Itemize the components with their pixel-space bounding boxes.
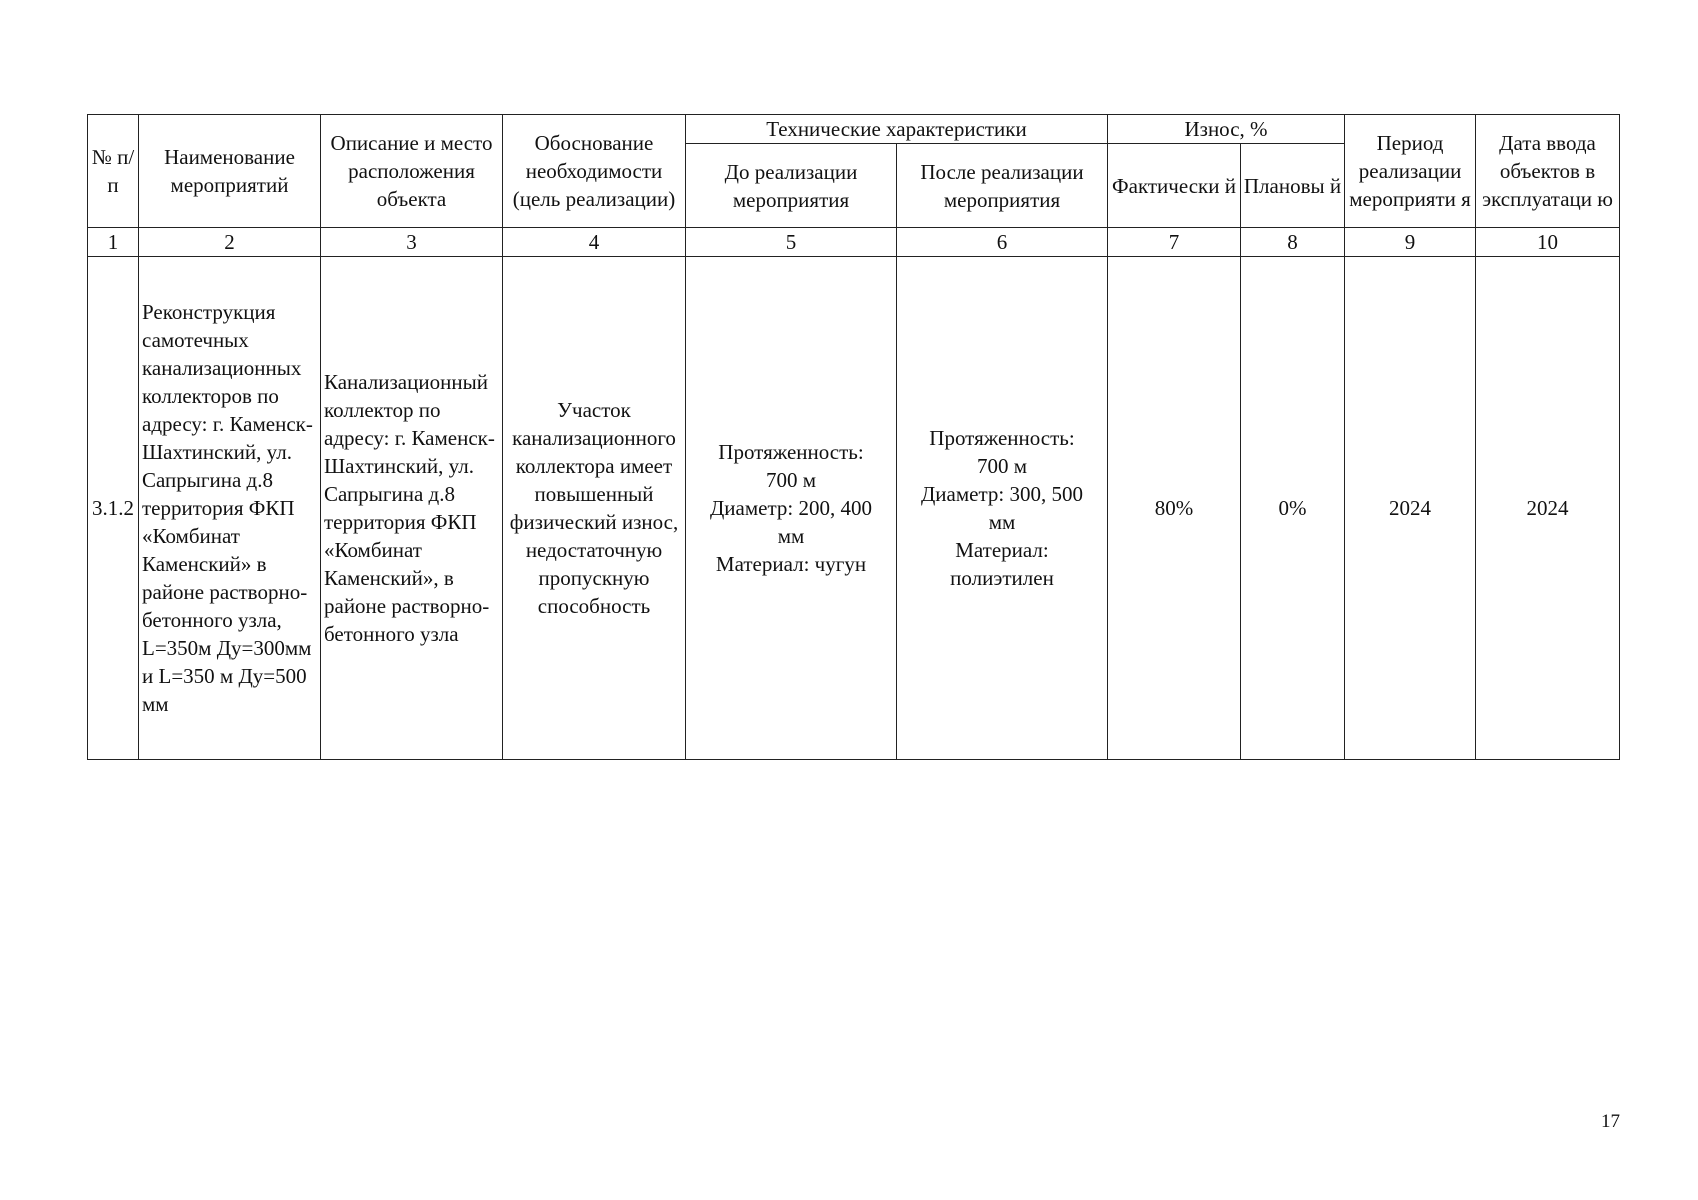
column-number: 9 [1345,228,1476,257]
object-location: Канализационный коллектор по адресу: г. Каменск-Шахтинский, ул. Сапрыгина д.8 территория ФКП «Комбинат Каменский», в районе растворно-бетонного узла [321,257,503,760]
characteristics-after-line: Материал: [955,538,1049,562]
column-number: 7 [1108,228,1241,257]
characteristics-before-line: мм [777,524,805,548]
column-number: 5 [686,228,897,257]
characteristics-before-line: Материал: чугун [715,552,867,576]
header-number: № п/п [88,115,139,228]
column-number: 1 [88,228,139,257]
characteristics-after-line: полиэтилен [950,566,1054,590]
header-technical-characteristics: Технические характеристики [686,115,1108,144]
characteristics-after-line: Диаметр: 300, 500 [920,482,1083,506]
header-period: Период реализации мероприяти я [1345,115,1476,228]
wear-planned: 0% [1241,257,1345,760]
header-before: До реализации мероприятия [686,144,897,228]
characteristics-after-line: 700 м [976,454,1028,478]
column-number: 4 [503,228,686,257]
column-number: 3 [321,228,503,257]
column-number: 8 [1241,228,1345,257]
header-location: Описание и место расположения объекта [321,115,503,228]
characteristics-after-line: Протяженность: [929,426,1075,450]
header-after: После реализации мероприятия [897,144,1108,228]
header-commission-date: Дата ввода объектов в эксплуатаци ю [1476,115,1620,228]
characteristics-after-line: мм [988,510,1016,534]
header-wear: Износ, % [1108,115,1345,144]
header-name: Наименование мероприятий [139,115,321,228]
characteristics-after [897,257,1108,760]
characteristics-before [686,257,897,760]
column-number: 2 [139,228,321,257]
table-row [88,257,1620,760]
column-numbers-row [88,228,1620,257]
characteristics-before-line: Диаметр: 200, 400 [709,496,872,520]
page-number: 17 [1601,1111,1620,1132]
wear-actual: 80% [1108,257,1241,760]
commission-date: 2024 [1476,257,1620,760]
measures-table [87,114,1620,760]
characteristics-before-line: Протяженность: [718,440,864,464]
header-justification: Обоснование необходимости (цель реализации) [503,115,686,228]
column-number: 10 [1476,228,1620,257]
implementation-period: 2024 [1345,257,1476,760]
justification: Участок канализационного коллектора имеет повышенный физический износ, недостаточную пропускную способность [503,257,686,760]
header-wear-actual: Фактически й [1108,144,1241,228]
characteristics-before-line: 700 м [765,468,817,492]
column-number: 6 [897,228,1108,257]
header-wear-planned: Плановы й [1241,144,1345,228]
row-number: 3.1.2 [88,257,139,760]
measure-name: Реконструкция самотечных канализационных коллекторов по адресу: г. Каменск-Шахтинский, ул. Сапрыгина д.8 территория ФКП «Комбинат Каменский» в районе растворно-бетонного узла, L=350м Ду=300мм и L=350 м Ду=500 мм [139,257,321,760]
